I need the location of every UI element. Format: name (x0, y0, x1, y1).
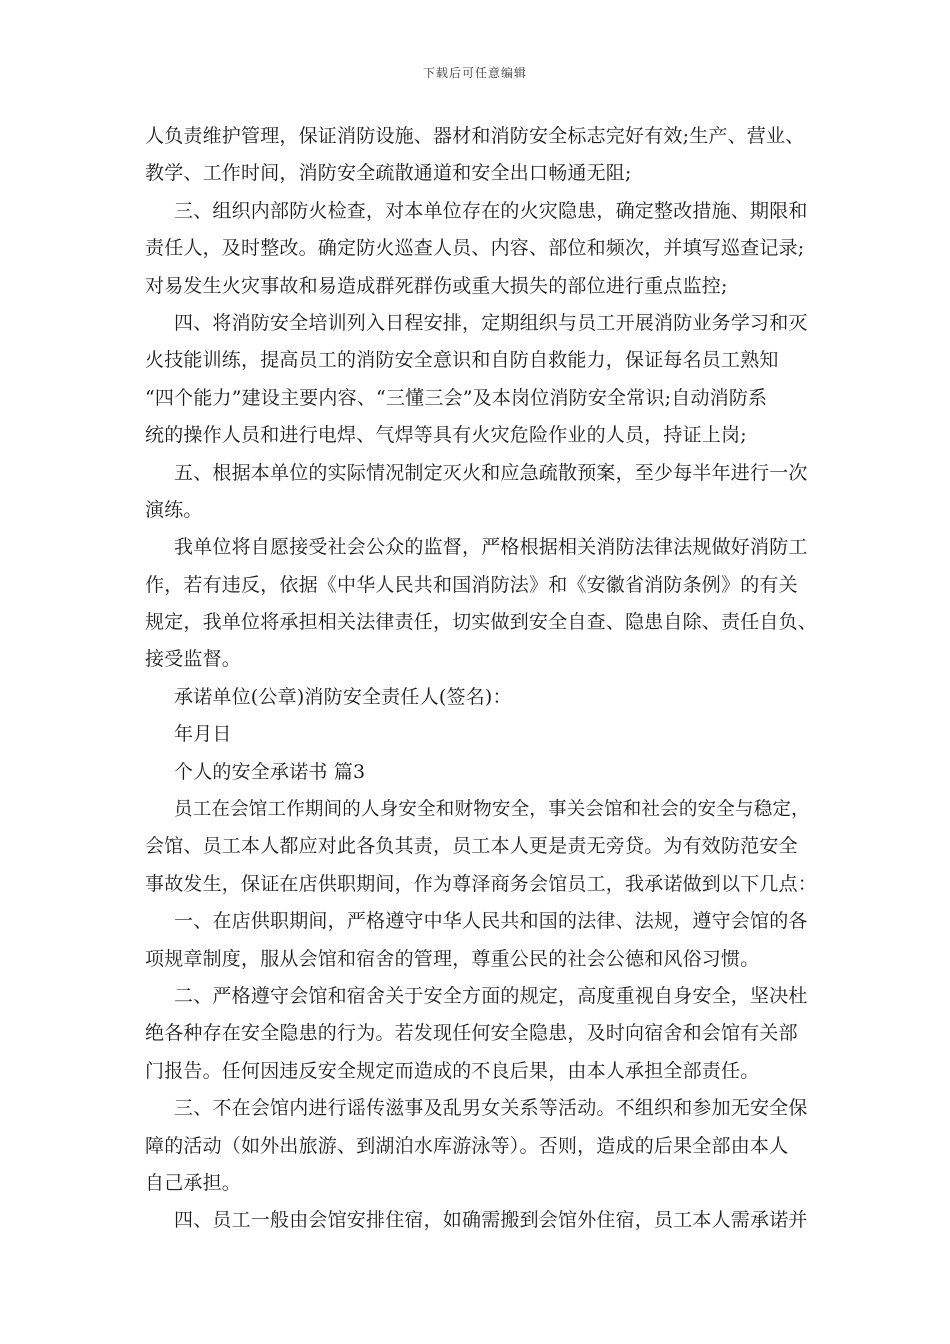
text-line: 一、在店供职期间，严格遵守中华人民共和国的法律、法规，遵守会馆的各 (174, 910, 808, 933)
text-line: 对易发生火灾事故和易造成群死群伤或重大损失的部位进行重点监控; (145, 274, 728, 297)
text-line: 承诺单位(公章)消防安全责任人(签名)： (174, 685, 512, 708)
text-line: 作，若有违反，依据《中华人民共和国消防法》和《安徽省消防条例》的有关 (145, 573, 798, 596)
text-line: 二、严格遵守会馆和宿舍关于安全方面的规定，高度重视自身安全，坚决杜 (174, 984, 808, 1007)
text-line: 个人的安全承诺书 篇3 (174, 760, 366, 783)
text-line: 会馆、员工本人都应对此各负其责，员工本人更是责无旁贷。为有效防范安全 (145, 835, 798, 858)
text-line: 人负责维护管理，保证消防设施、器材和消防安全标志完好有效;生产、营业、 (145, 125, 805, 147)
text-line: 责任人，及时整改。确定防火巡查人员、内容、部位和频次，并填写巡查记录; (145, 237, 805, 260)
text-line: 演练。 (145, 498, 203, 521)
text-line: 年月日 (174, 723, 232, 746)
text-line: 我单位将自愿接受社会公众的监督，严格根据相关消防法律法规做好消防工 (174, 536, 808, 559)
text-line: 教学、工作时间，消防安全疏散通道和安全出口畅通无阻; (145, 162, 632, 185)
document-body (145, 118, 825, 1240)
text-line: 绝各种存在安全隐患的行为。若发现任何安全隐患，及时向宿舍和会馆有关部 (145, 1022, 798, 1045)
text-line: 事故发生，保证在店供职期间，作为尊泽商务会馆员工，我承诺做到以下几点： (145, 872, 818, 895)
text-line: 火技能训练，提高员工的消防安全意识和自防自救能力，保证每名员工熟知 (145, 349, 779, 372)
text-line: 统的操作人员和进行电焊、气焊等具有火灾危险作业的人员，持证上岗; (145, 424, 747, 447)
text-line: 员工在会馆工作期间的人身安全和财物安全，事关会馆和社会的安全与稳定， (174, 799, 810, 821)
text-line: 项规章制度，服从会馆和宿舍的管理，尊重公民的社会公德和风俗习惯。 (145, 947, 760, 970)
page-header: 下载后可任意编辑 (422, 66, 527, 80)
text-line: 障的活动（如外出旅游、到湖泊水库游泳等）。否则，造成的后果全部由本人 (145, 1134, 789, 1157)
text-line: 自己承担。 (145, 1171, 242, 1194)
text-line: 三、不在会馆内进行谣传滋事及乱男女关系等活动。不组织和参加无安全保 (174, 1097, 808, 1120)
text-line: 五、根据本单位的实际情况制定灭火和应急疏散预案，至少每半年进行一次 (174, 461, 808, 484)
text-line: 门报告。任何因违反安全规定而造成的不良后果，由本人承担全部责任。 (145, 1059, 760, 1082)
text-line: 四、将消防安全培训列入日程安排，定期组织与员工开展消防业务学习和灭 (174, 311, 808, 334)
text-line: “四个能力”建设主要内容、“三懂三会”及本岗位消防安全常识;自动消防系 (145, 386, 768, 409)
text-line: 三、组织内部防火检查，对本单位存在的火灾隐患，确定整改措施、期限和 (174, 199, 808, 222)
text-line: 四、员工一般由会馆安排住宿，如确需搬到会馆外住宿，员工本人需承诺并 (174, 1209, 808, 1232)
text-line: 规定，我单位将承担相关法律责任，切实做到安全自查、隐患自除、责任自负、 (145, 611, 818, 634)
text-line: 接受监督。 (145, 648, 242, 671)
